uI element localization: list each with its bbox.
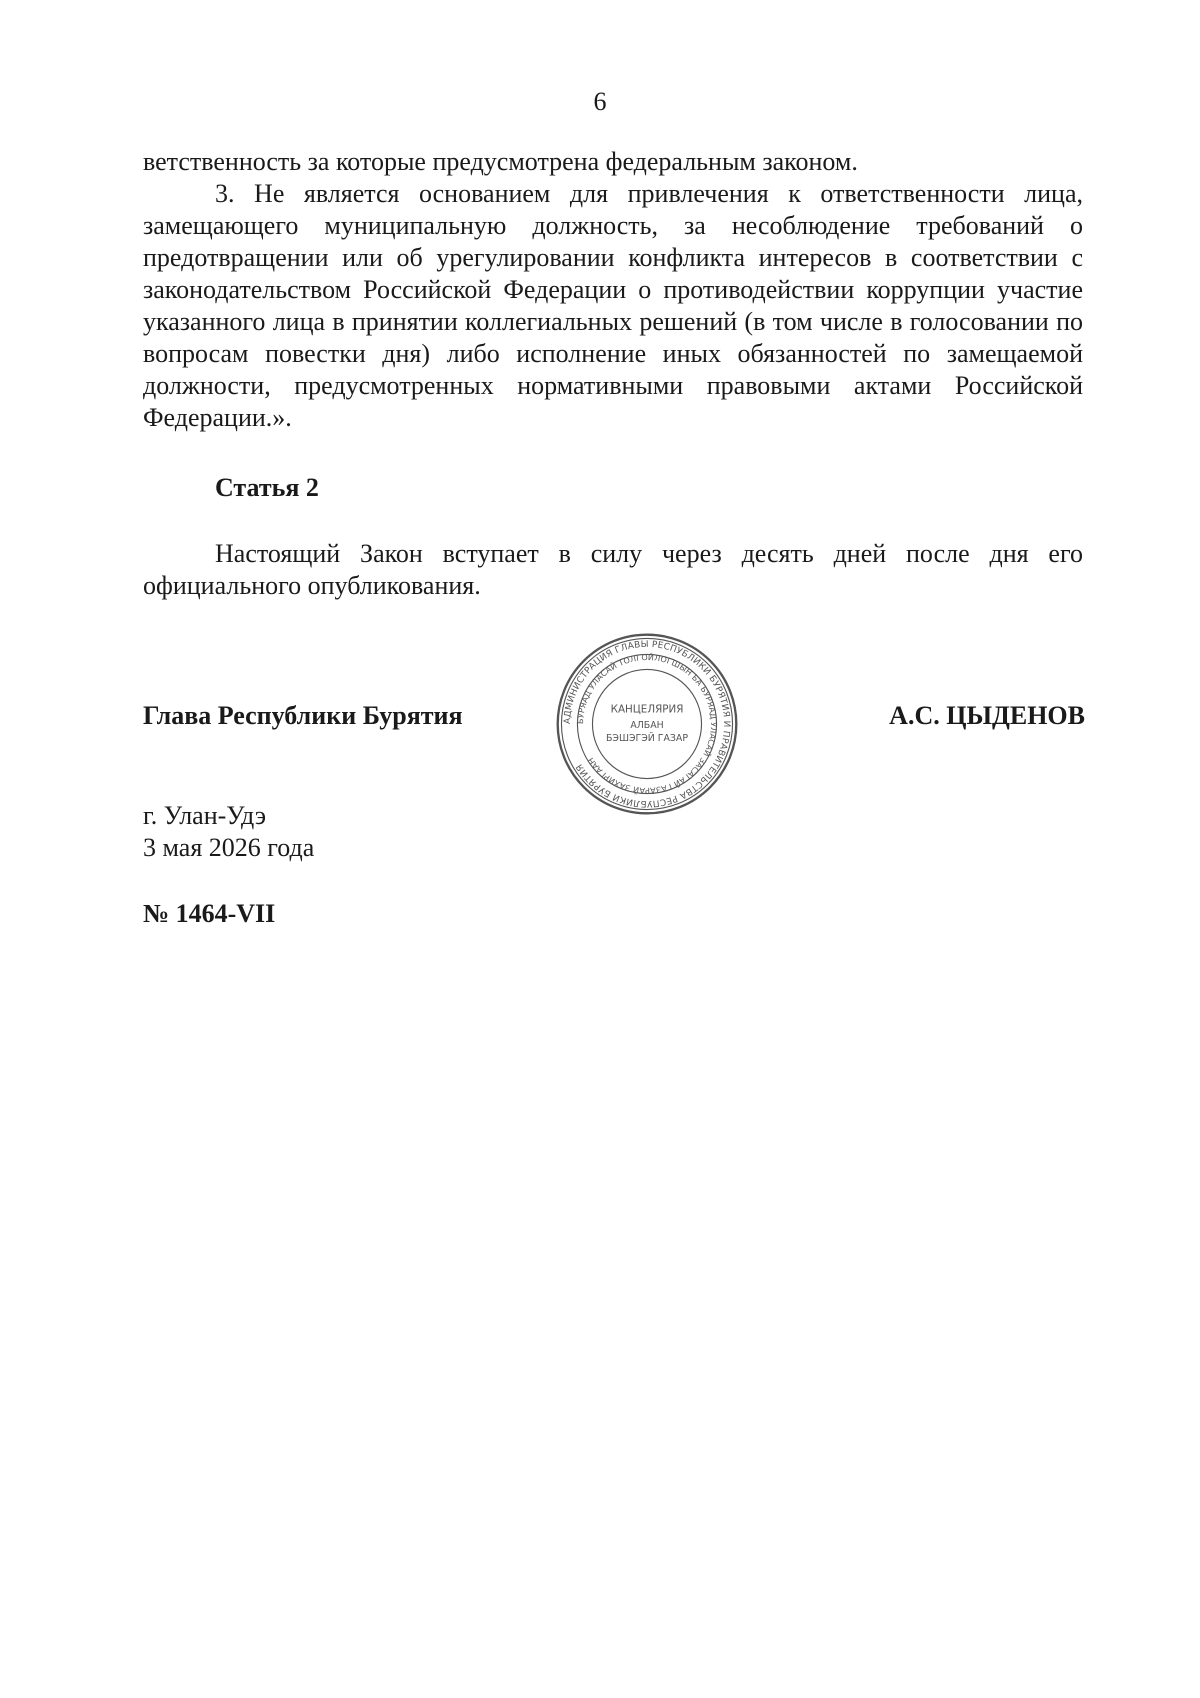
- signatory-name: А.С. ЦЫДЕНОВ: [889, 701, 1085, 730]
- article-2-heading: Статья 2: [215, 473, 319, 502]
- official-seal: [553, 630, 741, 818]
- place: г. Улан-Удэ: [143, 801, 267, 830]
- signatory-title: Глава Республики Бурятия: [143, 701, 463, 730]
- article-2-body: [143, 538, 1083, 602]
- page-number: 6: [593, 87, 607, 116]
- continuation-text: ветственность за которые предусмотрена федеральным законом.: [143, 147, 858, 176]
- paragraph-3: [143, 178, 1083, 434]
- seal-outer-text: АДМИНИСТРАЦИЯ ГЛАВЫ РЕСПУБЛИКИ БУРЯТИЯ И ПРАВИТЕЛЬСТВА РЕСПУБЛИКИ БУРЯТИЯ: [562, 639, 732, 809]
- seal-center-line-2: АЛБАН: [630, 719, 664, 731]
- article-2-text: Настоящий Закон вступает в силу через десять дней после дня его официального опубликования.: [143, 539, 1083, 600]
- seal-inner-text: БУРЯАД УЛАСАЙ ТОЛГОЙЛОГШЫН БА БУРЯАД УЛАСАЙ ЗАСАГАЙ ГАЗАРАЙ ЗАХИРГААН: [576, 653, 718, 795]
- document-number: № 1464-VII: [143, 899, 276, 928]
- seal-center-line-3: БЭШЭГЭЙ ГАЗАР: [605, 732, 689, 744]
- paragraph-3-text: 3. Не является основанием для привлечения к ответственности лица, замещающего муниципальную должность, за несоблюдение требований о предотвращении или об урегулировании конфликта интересов в соответствии с законодательством Российской Федерации о противодействии коррупции участие указанного лица в принятии коллегиальных решений (в том числе в голосовании по вопросам повестки дня) либо исполнение иных обязанностей по замещаемой должности, предусмотренных нормативными правовыми актами Российской Федерации.».: [143, 179, 1083, 432]
- continuation-paragraph: [143, 146, 1083, 178]
- signing-date: 3 мая 2026 года: [143, 833, 315, 862]
- seal-center-line-1: КАНЦЕЛЯРИЯ: [610, 703, 684, 716]
